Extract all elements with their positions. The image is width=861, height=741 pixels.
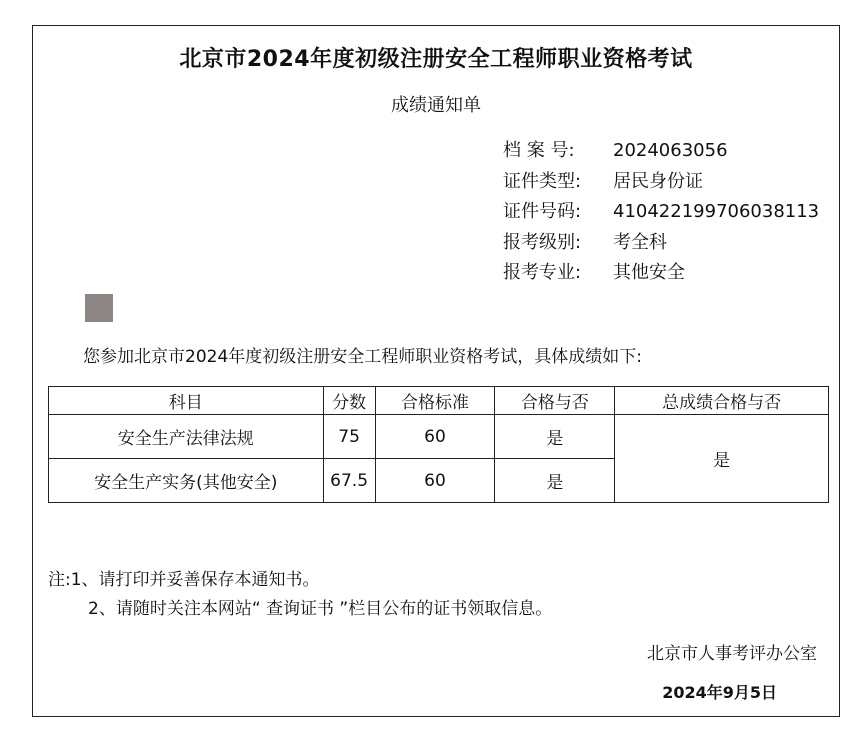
candidate-info [503, 136, 819, 289]
cell-score: 67.5 [323, 459, 375, 503]
col-header-score: 分数 [323, 387, 375, 415]
info-row-id-number [503, 197, 819, 228]
cell-pass: 是 [495, 415, 615, 459]
info-label: 档 案 号: [503, 140, 575, 161]
note-line-1: 注:1、请打印并妥善保存本通知书。 [48, 570, 320, 590]
cell-score: 75 [323, 415, 375, 459]
info-value: 其他安全 [613, 262, 685, 283]
info-label: 报考级别: [503, 231, 582, 253]
cell-pass: 是 [495, 459, 615, 503]
issuer: 北京市人事考评办公室 [647, 644, 817, 664]
cell-subject: 安全生产法律法规 [49, 415, 324, 459]
info-row-level [503, 228, 819, 259]
info-label: 证件类型: [503, 170, 582, 192]
issue-date: 2024年9月5日 [662, 683, 777, 702]
note-line-2: 2、请随时关注本网站“ 查询证书 ”栏目公布的证书领取信息。 [88, 599, 553, 619]
notice-frame [32, 25, 840, 717]
col-header-pass: 合格与否 [495, 387, 615, 415]
info-label: 证件号码: [503, 201, 582, 222]
page-title: 北京市2024年度初级注册安全工程师职业资格考试 [179, 47, 693, 72]
table-row [49, 415, 829, 459]
cell-standard: 60 [375, 459, 495, 503]
info-value: 考全科 [613, 231, 667, 253]
info-value: 居民身份证 [613, 170, 703, 192]
redacted-name-block [85, 294, 113, 322]
intro-text: 您参加北京市2024年度初级注册安全工程师职业资格考试，具体成绩如下: [83, 347, 642, 367]
info-row-major [503, 258, 819, 289]
info-row-id-type [503, 167, 819, 198]
page-subtitle: 成绩通知单 [391, 95, 481, 116]
cell-overall: 是 [615, 415, 829, 503]
info-value: 410422199706038113 [613, 201, 820, 222]
info-row-file-number [503, 136, 819, 167]
info-label: 报考专业: [503, 262, 582, 283]
cell-standard: 60 [375, 415, 495, 459]
col-header-subject: 科目 [49, 387, 324, 415]
notes [48, 566, 552, 624]
info-value: 2024063056 [613, 140, 728, 161]
col-header-standard: 合格标准 [375, 387, 495, 415]
table-header-row [49, 387, 829, 415]
score-table [48, 386, 829, 503]
cell-subject: 安全生产实务(其他安全) [49, 459, 324, 503]
col-header-overall: 总成绩合格与否 [615, 387, 829, 415]
